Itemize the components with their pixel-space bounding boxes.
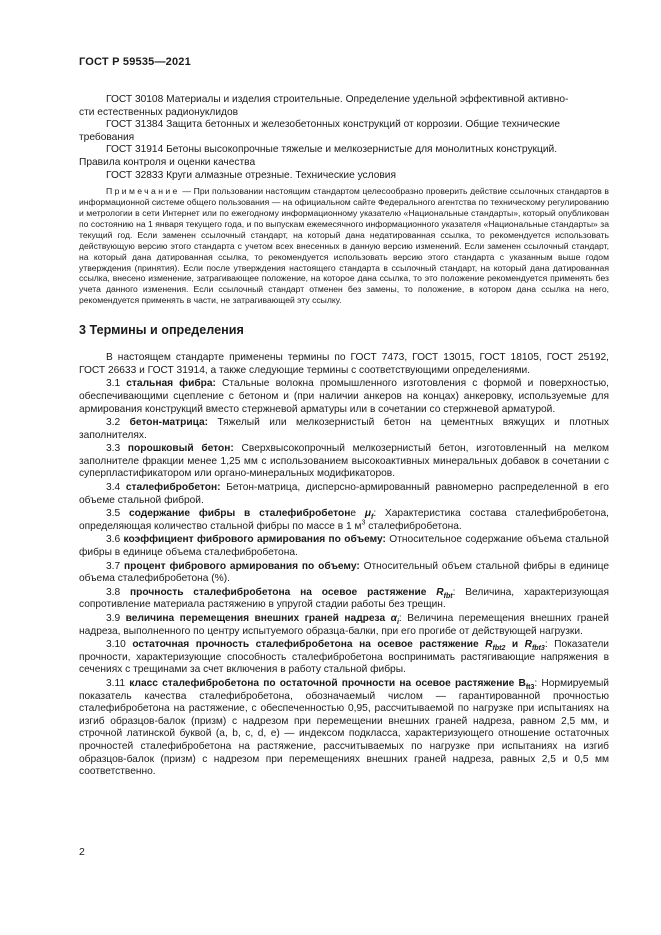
term-symbol: α xyxy=(390,613,397,624)
term-name: остаточная прочность сталефибробетона на осевое растяжение xyxy=(132,639,486,651)
term-definition: 3.2 бетон-матрица: Тяжелый или мелкозернистый бетон на цементных вяжущих и плотных заполнителях. xyxy=(79,417,609,441)
term-definition: 3.6 коэффициент фибрового армирования по объему: Относительное содержание объема стальной фибры в единице объема сталефибробетона. xyxy=(79,534,609,559)
term-symbol: R xyxy=(485,639,493,651)
term-name: порошковый бетон: xyxy=(127,443,234,455)
note-text: — При пользовании настоящим стандартом целесообразно проверить действие ссылочных стандартов в информационной системе общего пользования — на официальном сайте Федерального агентства по техническому регулированию и метрологии в сети Интернет или по ежегодному информационному указателю «Национальные стандарты», который опубликован по состоянию на 1 января текущего года, и по выпускам ежемесячного информационного указателя «Национальные стандарты» за текущий год. Если заменен ссылочный стандарт, на который дана недатированная ссылка, то рекомендуется использовать действующую версию этого стандарта с учетом всех внесенных в данную версию изменений. Если заменен ссылочный стандарт, на который дана датированная ссылка, то рекомендуется использовать версию этого стандарта с указанным выше годом утверждения (принятия). Если после утверждения настоящего стандарта в ссылочный стандарт, на который дана датированная ссылка, внесено изменение, затрагивающее положение, на которое дана ссылка, то это положение рекомендуется применять без учета данного изменения. Если ссылочный стандарт отменен без замены, то положение, в котором дана ссылка на него, рекомендуется применять в части, не затрагивающей эту ссылку. xyxy=(79,186,609,306)
term-definition: 3.7 процент фибрового армирования по объему: Относительный объем стальной фибры в единице объема сталефибробетона (%). xyxy=(79,560,609,585)
section-intro: В настоящем стандарте применены термины по ГОСТ 7473, ГОСТ 13015, ГОСТ 18105, ГОСТ 25192, ГОСТ 26633 и ГОСТ 31914, а также следующие термины с соответствующими определениями. xyxy=(79,352,609,376)
term-name: процент фибрового армирования по объему: xyxy=(124,560,360,572)
document-header: ГОСТ Р 59535—2021 xyxy=(79,56,191,68)
term-definition: 3.4 сталефибробетон: Бетон-матрица, дисперсно-армированный равномерно распределенной в его объеме стальной фиброй. xyxy=(79,482,609,506)
reference-item: ГОСТ 31914 Бетоны высокопрочные тяжелые и мелкозернистые для монолитных конструкций. Правила контроля и оценки качества xyxy=(79,144,558,168)
term-name: прочность сталефибробетона на осевое растяжение xyxy=(130,586,437,598)
term-definition: 3.11 класс сталефибробетона по остаточной прочности на осевое растяжение $B_{ft3}$: Нормируемый показатель качества сталефибробетона, обозначаемый числом — гарантированной прочностью сталефибробетона на растяжение, с обеспеченностью 0,95, рассчитываемой по нагрузке при испытаниях на изгиб образцов-балок (призм) с надрезом при перемещении внешних граней надреза, равном 2,5 мм, и строчной латинской буквой (a, b, c, d, e) — индексом подкласса, характеризующего отношение остаточных прочностей сталефибробетона на растяжение, рассчитываемых по нагрузке при испытаниях на изгиб образцов-балок (призм) с надрезом при перемещениях внешних граней надреза, равных 2,5 и 0,5 мм соответственно. xyxy=(79,677,609,778)
term-definition: 3.5 содержание фибры в сталефибробетоне $\mu_f$: Характеристика состава сталефибробетона, определяющая количество стальной фибры по массе в 1 $м^3$ сталефибробетона. xyxy=(79,508,609,532)
term-name: бетон-матрица: xyxy=(129,417,209,429)
reference-item: ГОСТ 32833 Круги алмазные отрезные. Технические условия xyxy=(106,169,396,181)
reference-item: ГОСТ 31384 Защита бетонных и железобетонных конструкций от коррозии. Общие технические требования xyxy=(79,119,560,143)
note-label: Примечание xyxy=(106,186,180,197)
term-name: величина перемещения внешних граней надреза xyxy=(125,613,391,624)
reference-note xyxy=(79,186,609,306)
term-definition: 3.10 остаточная прочность сталефибробетона на осевое растяжение $R_{fbt2}$ и $R_{fbt3}$: Показатели прочности, характеризующие способность сталефибробетона воспринимать растягивающие напряжения в сечениях с трещинами за счет включения в работу стальной фибры. xyxy=(79,639,609,676)
reference-item: ГОСТ 30108 Материалы и изделия строительные. Определение удельной эффективной активно- сти естественных радионуклидов xyxy=(79,94,569,118)
term-name: содержание фибры в сталефибробетон xyxy=(128,508,351,520)
term-definition: 3.9 величина перемещения внешних граней надреза $\alpha_i$: Величина перемещения внешних граней надреза, выполненного по центру испытуемого образца-балки, при его прогибе от действующей нагрузки. xyxy=(79,613,609,637)
term-name: коэффициент фибрового армирования по объему: xyxy=(123,534,386,546)
term-definition: 3.3 порошковый бетон: Сверхвысокопрочный мелкозернистый бетон, изготовленный на мелком заполнителе фракции менее 1,25 мм с использованием высокоактивных минеральных добавок в сочетании с суперпластификатором или органо-минеральных модификаторов. xyxy=(79,443,609,480)
term-definition: 3.8 прочность сталефибробетона на осевое растяжение $R_{fbt}$: Величина, характеризующая сопротивление материала растяжению в упругой стадии работы без трещин. xyxy=(79,586,609,611)
page-number: 2 xyxy=(79,846,85,858)
term-definition: 3.1 стальная фибра: Стальные волокна промышленного изготовления с формой и поверхностью, обеспечивающими сцепление с бетоном и (при наличии анкеров на концах) анкеровку, используемые для армирования конструкций вместо стержневой арматуры или в сочетании со стержневой арматурой. xyxy=(79,378,609,415)
term-symbol: μ xyxy=(364,508,371,520)
document-body xyxy=(79,94,609,779)
section-title: 3 Термины и определения xyxy=(79,323,244,338)
term-name: стальная фибра: xyxy=(126,378,216,390)
term-symbol: R xyxy=(436,586,444,598)
normative-references xyxy=(79,94,609,182)
term-name: сталефибробетон: xyxy=(125,482,221,494)
term-name: класс сталефибробетона по остаточной прочности на осевое растяжение B xyxy=(129,677,526,689)
term-symbol: R xyxy=(524,639,532,651)
